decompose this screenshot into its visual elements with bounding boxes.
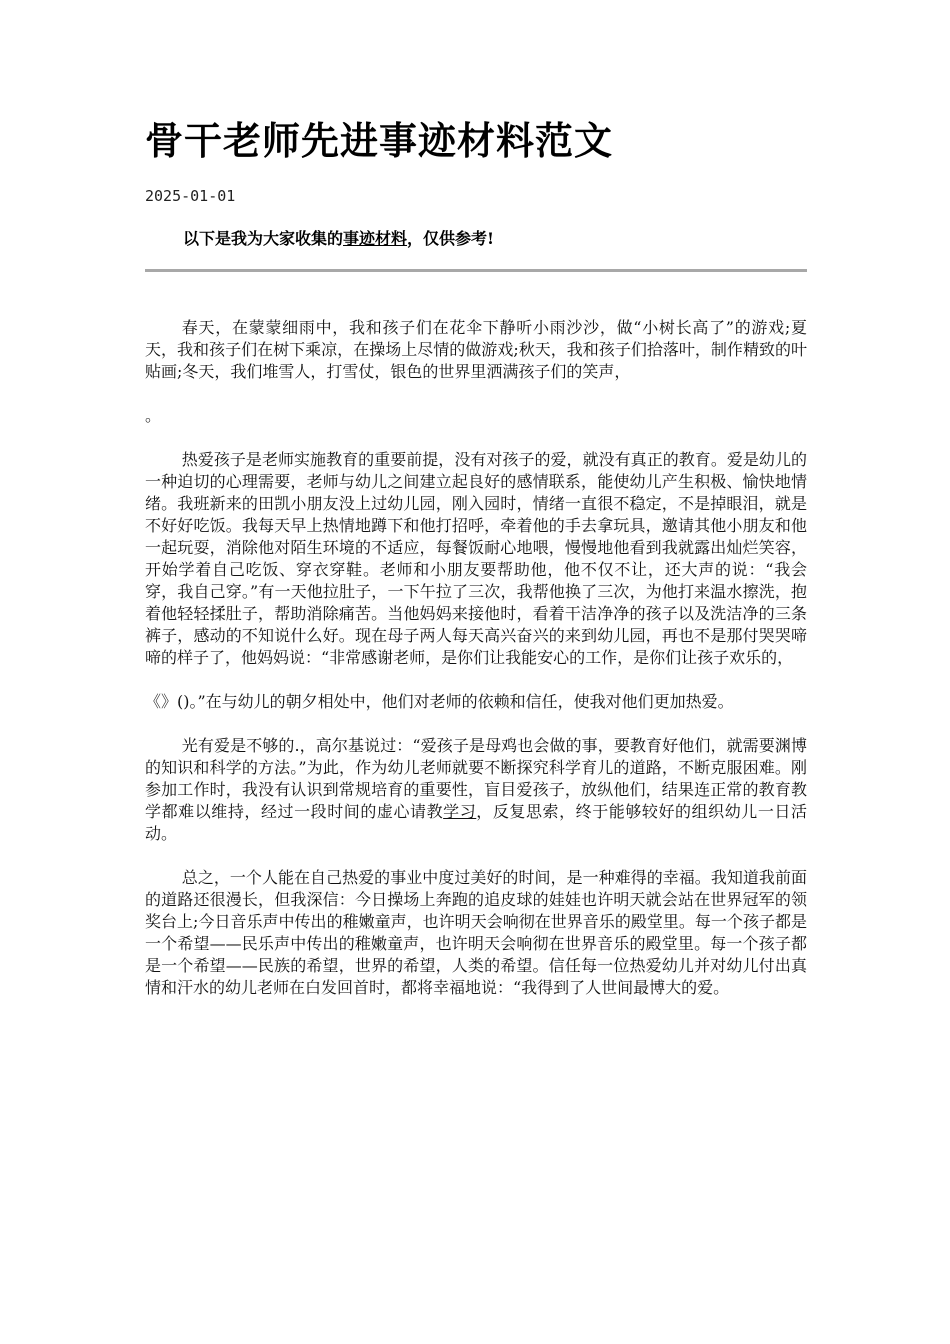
intro-line (145, 228, 807, 250)
paragraph-love-children: 热爱孩子是老师实施教育的重要前提，没有对孩子的爱，就没有真正的教育。爱是幼儿的一种迫切的心理需要，老师与幼儿之间建立起良好的感情联系，能使幼儿产生积极、愉快地情绪。我班新来的田凯小朋友没上过幼儿园，刚入园时，情绪一直很不稳定，不是掉眼泪，就是不好好吃饭。我每天早上热情地蹲下和他打招呼，牵着他的手去拿玩具，邀请其他小朋友和他一起玩耍，消除他对陌生环境的不适应，每餐饭耐心地喂，慢慢地他看到我就露出灿烂笑容，开始学着自己吃饭、穿衣穿鞋。老师和小朋友要帮助他，他不仅不让，还大声的说：“我会穿，我自己穿。”有一天他拉肚子，一下午拉了三次，我帮他换了三次，为他打来温水擦洗，抱着他轻轻揉肚子，帮助消除痛苦。当他妈妈来接他时，看着干洁净净的孩子以及洗洁净的三条裤子，感动的不知说什么好。现在母子两人每天高兴奋兴的来到幼儿园，再也不是那付哭哭啼啼的样子了，他妈妈说：“非常感谢老师，是你们让我能安心的工作，是你们让孩子欢乐的， (145, 450, 807, 667)
paragraph-gap (145, 427, 807, 449)
intro-text-after: ，仅供参考! (407, 229, 495, 248)
paragraph-knowledge-text-end: ，反复思索，终于能够较好的组织幼儿一日活动。 (145, 802, 807, 843)
intro-link[interactable]: 事迹材料 (343, 229, 408, 248)
paragraph-spring: 春天，在蒙蒙细雨中，我和孩子们在花伞下静听小雨沙沙，做“小树长高了”的游戏;夏天，我和孩子们在树下乘凉，在操场上尽情的做游戏;秋天，我和孩子们拾落叶，制作精致的叶贴画;冬天，我们堆雪人，打雪仗，银色的世界里洒满孩子们的笑声， (145, 318, 807, 381)
study-link[interactable]: 学习 (443, 802, 477, 821)
paragraph-gap (145, 845, 807, 867)
page-title: 骨干老师先进事迹材料范文 (145, 118, 614, 163)
paragraph-gap (145, 713, 807, 735)
article-body (145, 317, 807, 999)
divider (145, 269, 807, 272)
publish-date: 2025-01-01 (145, 187, 236, 205)
paragraph-knowledge-text: 光有爱是不够的.，高尔基说过：“爱孩子是母鸡也会做的事，要教育好他们，就需要渊博的知识和科学的方法。”为此，作为幼儿老师就要不断探究科学育儿的道路，不断克服困难。刚参加工作时，我没有认识到常规培育的重要性，盲目爱孩子，放纵他们，结果连正常的教育教学都难以维持，经过一段时间的虚心请教 (145, 736, 807, 821)
paragraph-period: 。 (145, 406, 162, 425)
intro-text-before: 以下是我为大家收集的 (183, 229, 344, 248)
paragraph-gap (145, 669, 807, 691)
paragraph-conclusion: 总之，一个人能在自己热爱的事业中度过美好的时间，是一种难得的幸福。我知道我前面的道路还很漫长，但我深信：今日操场上奔跑的追皮球的娃娃也许明天就会站在世界冠军的领奖台上;今日音乐声中传出的稚嫩童声，也许明天会响彻在世界音乐的殿堂里。每一个孩子都是一个希望——民乐声中传出的稚嫩童声，也许明天会响彻在世界音乐的殿堂里。每一个孩子都是一个希望——民族的希望，世界的希望，人类的希望。信任每一位热爱幼儿并对幼儿付出真情和汗水的幼儿老师在白发回首时，都将幸福地说：“我得到了人世间最博大的爱。 (145, 868, 807, 997)
document-page (145, 0, 807, 999)
paragraph-knowledge (145, 735, 807, 845)
paragraph-trust: 《》()。”在与幼儿的朝夕相处中，他们对老师的依赖和信任，使我对他们更加热爱。 (145, 692, 734, 711)
paragraph-gap (145, 383, 807, 405)
